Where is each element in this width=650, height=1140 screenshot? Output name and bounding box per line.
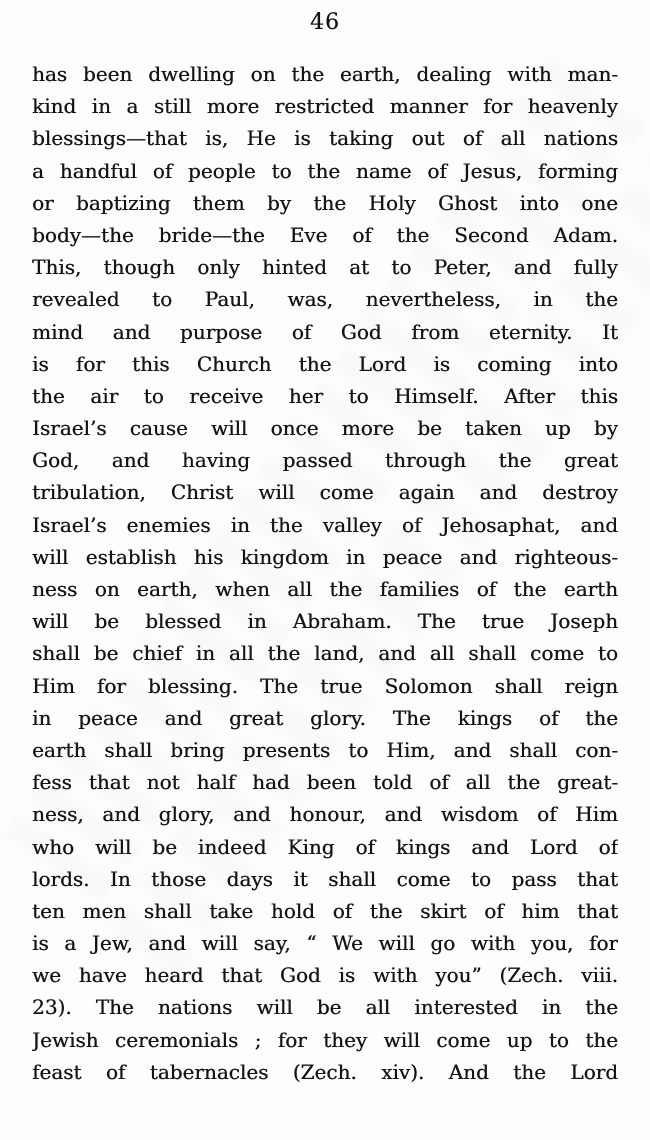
text-line: shall be chief in all the land, and all shall come to (32, 641, 618, 666)
text-line: will establish his kingdom in peace and righteous- (32, 544, 618, 569)
text-line: Israel’s cause will once more be taken up by (32, 416, 618, 441)
text-line: Israel’s enemies in the valley of Jehosaphat, and (32, 512, 618, 537)
text-line: ten men shall take hold of the skirt of him that (32, 898, 618, 923)
text-line: in peace and great glory. The kings of the (32, 705, 618, 730)
text-line: is for this Church the Lord is coming into (32, 351, 618, 376)
text-line: blessings—that is, He is taking out of all nations (32, 126, 618, 151)
text-line: Him for blessing. The true Solomon shall reign (32, 673, 618, 698)
text-line: kind in a still more restricted manner for heavenly (32, 94, 618, 119)
text-line: tribulation, Christ will come again and destroy (32, 480, 618, 505)
page-text (32, 58, 618, 1088)
text-line: ness on earth, when all the families of the earth (32, 577, 618, 601)
page-number: 46 (310, 10, 340, 35)
text-line: is a Jew, and will say, “ We will go with you, for (32, 931, 618, 956)
text-line: feast of tabernacles (Zech. xiv). And the Lord (32, 1059, 618, 1084)
text-line: This, though only hinted at to Peter, and fully (32, 255, 618, 280)
text-line: a handful of people to the name of Jesus, forming (32, 158, 618, 183)
text-line: lords. In those days it shall come to pass that (32, 866, 618, 891)
text-line: 23). The nations will be all interested in the (32, 995, 618, 1020)
text-line: earth shall bring presents to Him, and shall con- (32, 737, 618, 762)
text-line: has been dwelling on the earth, dealing with man- (32, 62, 618, 86)
text-line: ness, and glory, and honour, and wisdom of Him (32, 802, 618, 827)
text-line: the air to receive her to Himself. After this (32, 383, 618, 408)
text-line: who will be indeed King of kings and Lord of (32, 834, 618, 859)
text-line: Jewish ceremonials ; for they will come up to the (32, 1027, 618, 1052)
text-line: mind and purpose of God from eternity. It (32, 319, 618, 344)
text-line: body—the bride—the Eve of the Second Adam. (32, 222, 618, 247)
text-line: will be blessed in Abraham. The true Joseph (32, 609, 618, 634)
text-line: God, and having passed through the great (32, 448, 618, 473)
text-line: fess that not half had been told of all the great- (32, 770, 618, 795)
text-line: revealed to Paul, was, nevertheless, in the (32, 287, 618, 312)
text-line: or baptizing them by the Holy Ghost into one (32, 190, 618, 215)
text-line: we have heard that God is with you” (Zech. viii. (32, 963, 618, 988)
